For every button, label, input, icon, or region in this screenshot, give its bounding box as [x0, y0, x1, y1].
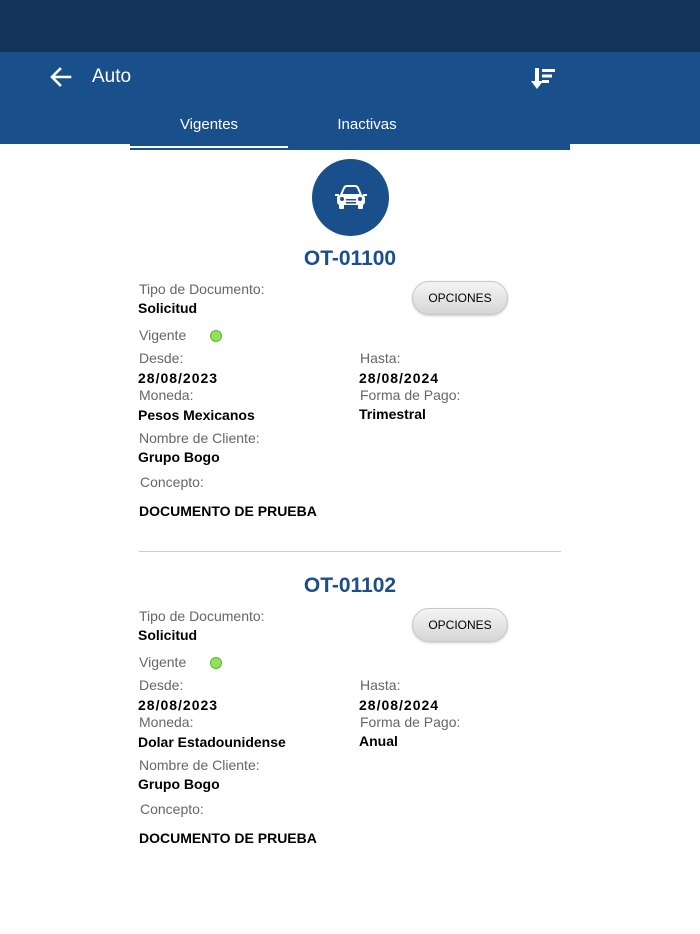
tipo-value: Solicitud: [138, 300, 198, 316]
desde-label: Desde:: [139, 677, 184, 693]
options-button[interactable]: OPCIONES: [412, 281, 508, 315]
tab-inactivas[interactable]: Inactivas: [337, 116, 397, 133]
document-id: OT-01100: [303, 247, 397, 270]
hasta-value: 28/08/2024: [359, 370, 440, 386]
avatar: [312, 159, 389, 236]
forma-pago-value: Anual: [359, 733, 398, 749]
concepto-label: Concepto:: [140, 801, 204, 817]
moneda-label: Moneda:: [139, 387, 194, 403]
desde-value: 28/08/2023: [138, 370, 219, 386]
back-button[interactable]: [48, 64, 74, 90]
desde-value: 28/08/2023: [138, 697, 219, 713]
car-icon: [334, 185, 368, 211]
moneda-value: Pesos Mexicanos: [138, 407, 255, 423]
forma-pago-value: Trimestral: [359, 406, 426, 422]
hasta-value: 28/08/2024: [359, 697, 440, 713]
options-button[interactable]: OPCIONES: [412, 608, 508, 642]
divider: [139, 551, 561, 552]
hasta-label: Hasta:: [360, 350, 401, 366]
sort-descending-icon: [528, 66, 558, 92]
sort-button[interactable]: [528, 66, 558, 92]
document-id: OT-01102: [303, 574, 397, 597]
active-tab-indicator: [130, 146, 288, 148]
cliente-value: Grupo Bogo: [138, 449, 220, 465]
concepto-value: DOCUMENTO DE PRUEBA: [139, 503, 317, 519]
cliente-value: Grupo Bogo: [138, 776, 220, 792]
status-label: Vigente: [139, 654, 187, 670]
arrow-left-icon: [48, 64, 74, 90]
cliente-label: Nombre de Cliente:: [139, 430, 260, 446]
tipo-label: Tipo de Documento:: [139, 281, 265, 297]
moneda-label: Moneda:: [139, 714, 194, 730]
hasta-label: Hasta:: [360, 677, 401, 693]
desde-label: Desde:: [139, 350, 184, 366]
concepto-value: DOCUMENTO DE PRUEBA: [139, 830, 317, 846]
status-label: Vigente: [139, 327, 187, 343]
page-title: Auto: [92, 66, 132, 87]
tipo-label: Tipo de Documento:: [139, 608, 265, 624]
tipo-value: Solicitud: [138, 627, 198, 643]
status-indicator: [210, 657, 222, 669]
cliente-label: Nombre de Cliente:: [139, 757, 260, 773]
forma-pago-label: Forma de Pago:: [360, 387, 461, 403]
status-indicator: [210, 330, 222, 342]
tab-vigentes[interactable]: Vigentes: [179, 116, 239, 133]
forma-pago-label: Forma de Pago:: [360, 714, 461, 730]
moneda-value: Dolar Estadounidense: [138, 734, 286, 750]
concepto-label: Concepto:: [140, 474, 204, 490]
status-bar: [0, 0, 700, 52]
